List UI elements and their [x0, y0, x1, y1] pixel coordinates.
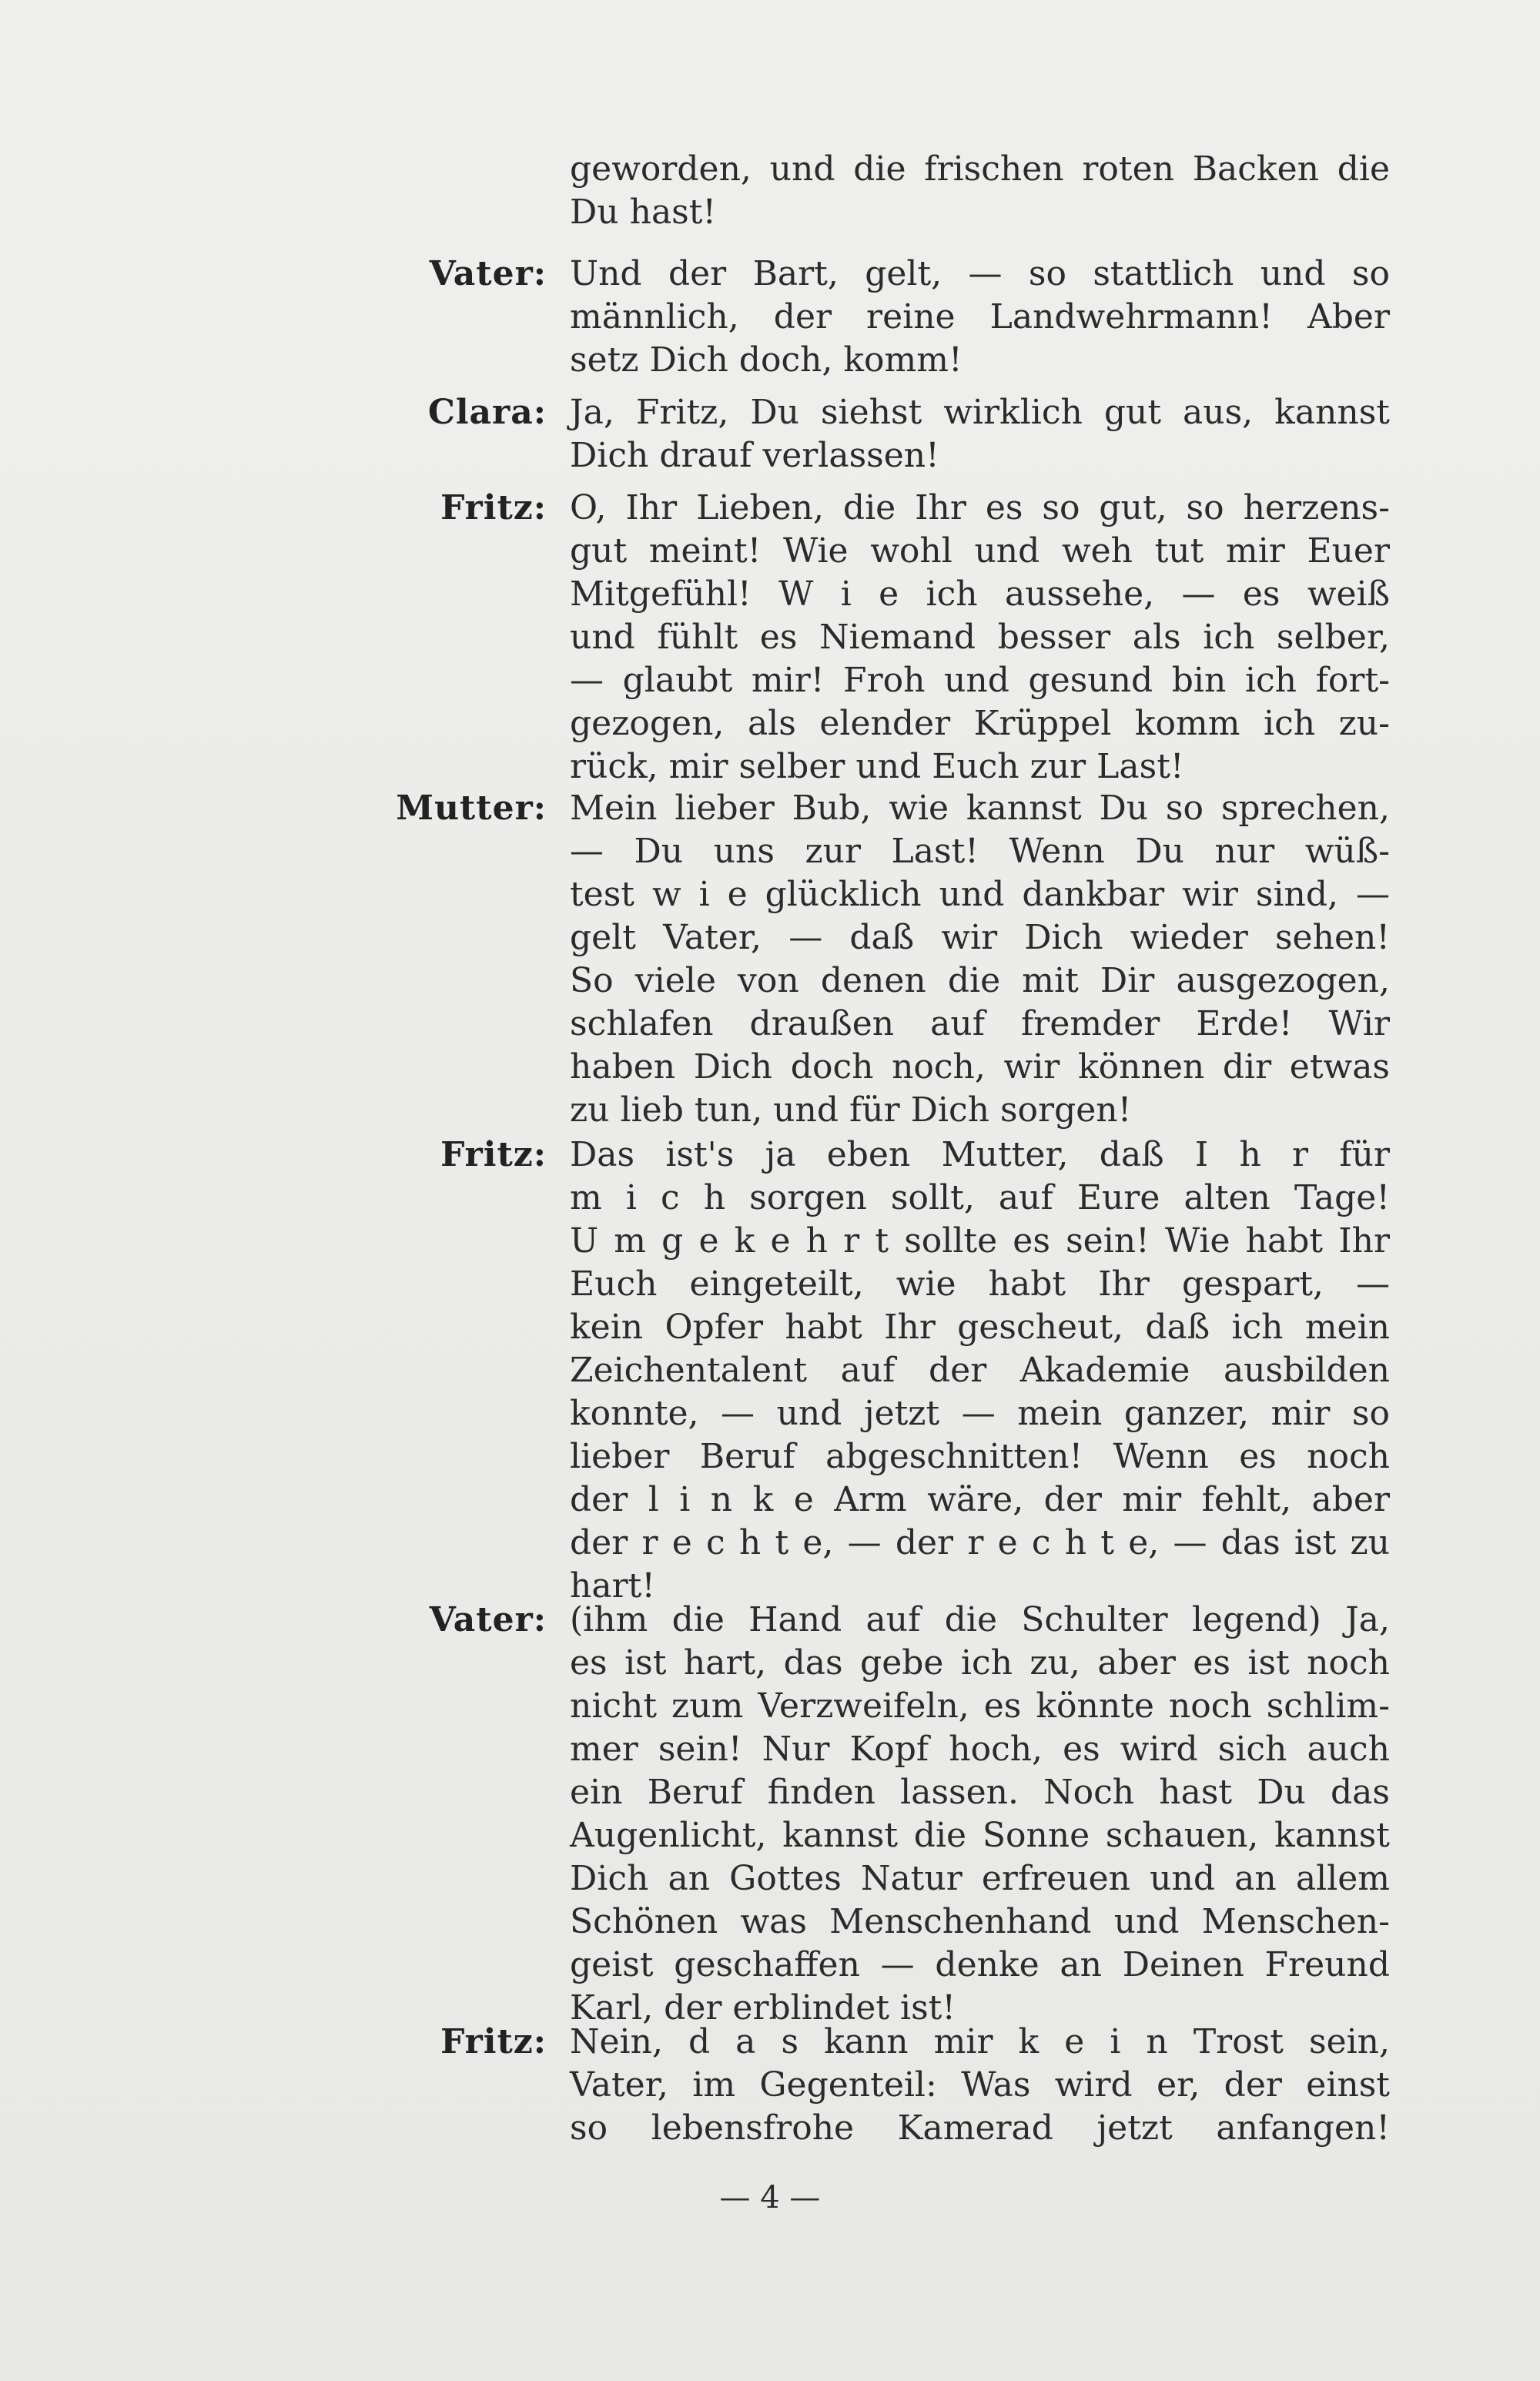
- text-line: konnte, — und jetzt — mein ganzer, mir so: [570, 1394, 1390, 1433]
- text-line: Und der Bart, gelt, — so stattlich und so: [570, 254, 1390, 293]
- text-line: schlafen draußen auf fremder Erde! Wir: [570, 1004, 1390, 1043]
- text-line: setz Dich doch, komm!: [570, 340, 962, 380]
- text-line: Augenlicht, kannst die Sonne schauen, kannst: [570, 1816, 1390, 1855]
- text-line: haben Dich doch noch, wir können dir etwas: [570, 1047, 1390, 1087]
- speaker-name: Clara:: [427, 393, 547, 432]
- text-line: Vater, im Gegenteil: Was wird er, der einst: [570, 2065, 1390, 2105]
- text-line: Mein lieber Bub, wie kannst Du so sprechen,: [570, 789, 1390, 828]
- text-line: Nein, d a s kann mir k e i n Trost sein,: [570, 2022, 1390, 2061]
- text-line: der l i n k e Arm wäre, der mir fehlt, aber: [570, 1480, 1390, 1519]
- text-line: gut meint! Wie wohl und weh tut mir Euer: [570, 531, 1390, 571]
- text-line: gelt Vater, — daß wir Dich wieder sehen!: [570, 918, 1390, 957]
- text-line: und fühlt es Niemand besser als ich selber,: [570, 618, 1390, 657]
- text-line: Das ist's ja eben Mutter, daß I h r für: [570, 1135, 1390, 1174]
- text-line: Zeichentalent auf der Akademie ausbilden: [570, 1351, 1390, 1390]
- speaker-name: Mutter:: [396, 789, 547, 828]
- text-line: geist geschaffen — denke an Deinen Freund: [570, 1945, 1390, 1984]
- text-line: gezogen, als elender Krüppel komm ich zu-: [570, 704, 1390, 743]
- speaker-name: Fritz:: [440, 2022, 547, 2061]
- text-line: — glaubt mir! Froh und gesund bin ich fort-: [570, 661, 1390, 700]
- text-line: Du hast!: [570, 193, 717, 232]
- text-line: kein Opfer habt Ihr gescheut, daß ich mein: [570, 1308, 1390, 1347]
- speaker-name: Vater:: [429, 1600, 547, 1639]
- text-line: test w i e glücklich und dankbar wir sind, —: [570, 875, 1390, 914]
- text-line: zu lieb tun, und für Dich sorgen!: [570, 1090, 1132, 1130]
- page-number: — 4 —: [719, 2180, 821, 2215]
- text-line: Ja, Fritz, Du siehst wirklich gut aus, kannst: [570, 393, 1390, 432]
- text-line: nicht zum Verzweifeln, es könnte noch schlim-: [570, 1686, 1390, 1726]
- text-line: geworden, und die frischen roten Backen die: [570, 149, 1390, 189]
- text-line: Schönen was Menschenhand und Menschen-: [570, 1902, 1390, 1941]
- speaker-name: Fritz:: [440, 1135, 547, 1174]
- speaker-name: Vater:: [429, 254, 547, 293]
- text-line: — Du uns zur Last! Wenn Du nur wüß-: [570, 832, 1390, 871]
- text-line: m i c h sorgen sollt, auf Eure alten Tage!: [570, 1178, 1390, 1217]
- speaker-name: Fritz:: [440, 488, 547, 527]
- text-line: Euch eingeteilt, wie habt Ihr gespart, —: [570, 1264, 1390, 1304]
- text-line: Karl, der erblindet ist!: [570, 1988, 956, 2028]
- text-line: der r e c h t e, — der r e c h t e, — das ist zu: [570, 1523, 1390, 1562]
- text-line: es ist hart, das gebe ich zu, aber es ist noch: [570, 1643, 1390, 1683]
- text-line: männlich, der reine Landwehrmann! Aber: [570, 297, 1390, 337]
- text-line: mer sein! Nur Kopf hoch, es wird sich auch: [570, 1730, 1390, 1769]
- text-line: lieber Beruf abgeschnitten! Wenn es noch: [570, 1437, 1390, 1476]
- text-line: Mitgefühl! W i e ich aussehe, — es weiß: [570, 574, 1390, 614]
- text-line: Dich an Gottes Natur erfreuen und an allem: [570, 1859, 1390, 1898]
- text-line: O, Ihr Lieben, die Ihr es so gut, so herzens-: [570, 488, 1390, 527]
- text-line: ein Beruf finden lassen. Noch hast Du das: [570, 1773, 1390, 1812]
- text-line: so lebensfrohe Kamerad jetzt anfangen!: [570, 2108, 1390, 2148]
- text-line: hart!: [570, 1566, 655, 1606]
- text-line: So viele von denen die mit Dir ausgezogen,: [570, 961, 1390, 1000]
- text-line: Dich drauf verlassen!: [570, 436, 939, 475]
- text-line: rück, mir selber und Euch zur Last!: [570, 747, 1184, 786]
- text-line: U m g e k e h r t sollte es sein! Wie habt Ihr: [570, 1221, 1390, 1261]
- text-line: (ihm die Hand auf die Schulter legend) Ja,: [570, 1600, 1390, 1639]
